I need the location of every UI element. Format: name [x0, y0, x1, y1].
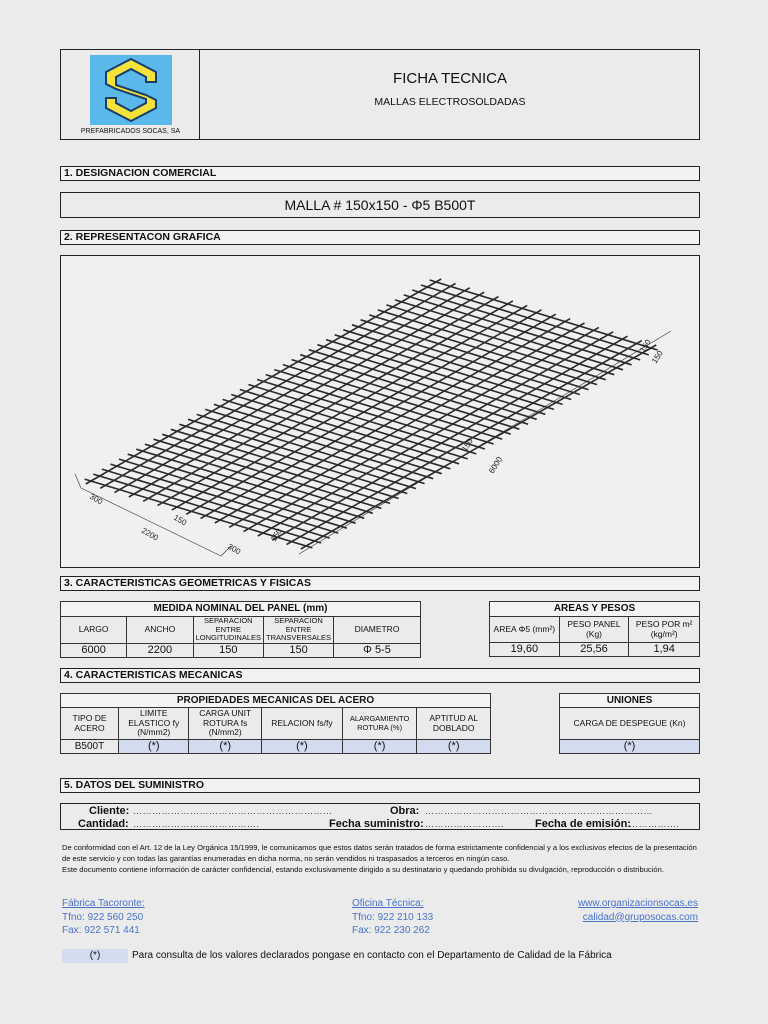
- office-fax: Fax: 922 230 262: [352, 925, 430, 936]
- value-aptitud: (*): [417, 740, 491, 754]
- cantidad-field[interactable]: ………………………………….: [133, 819, 260, 829]
- value-carga: (*): [189, 740, 262, 754]
- legal-notice: [62, 842, 702, 875]
- header-logo-cell: [61, 50, 200, 139]
- obra-field[interactable]: ………………………………………………………………: [425, 806, 653, 816]
- header-relacion: RELACION fs/fy: [261, 708, 342, 740]
- section-1-heading: 1. DESIGNACION COMERCIAL: [60, 166, 700, 181]
- factory-fax: Fax: 922 571 441: [62, 925, 140, 936]
- value-largo: 6000: [61, 643, 127, 657]
- transverse-bar: [361, 320, 589, 390]
- drawing-box: [60, 255, 700, 568]
- cliente-label: Cliente:: [89, 805, 130, 817]
- transverse-bar: [136, 449, 364, 518]
- footnote-marker-text: (*): [89, 950, 101, 961]
- transverse-bar: [257, 380, 485, 450]
- header-ancho: ANCHO: [127, 617, 193, 644]
- dim-edge-c-label: 150: [269, 526, 284, 544]
- geometry-table-title: MEDIDA NOMINAL DEL PANEL (mm): [61, 602, 421, 617]
- transverse-bar: [274, 370, 502, 440]
- header-diametro: DIAMETRO: [334, 617, 421, 644]
- header-peso-m2: PESO POR m² (kg/m²): [629, 617, 700, 643]
- designation-text: MALLA # 150x150 - Φ5 B500T: [284, 197, 476, 213]
- transverse-bar: [171, 429, 399, 498]
- fecha-emision-label: Fecha de emisión:: [535, 818, 631, 830]
- cantidad-label: Cantidad:: [78, 818, 129, 830]
- transverse-bar: [128, 454, 356, 523]
- footnote-text: Para consulta de los valores declarados pongase en contacto con el Departamento de Calidad de la Fábrica: [132, 950, 612, 961]
- fecha-suministro-field[interactable]: …………………….: [425, 819, 505, 829]
- mechanical-table-title: PROPIEDADES MECANICAS DEL ACERO: [61, 694, 491, 708]
- dim-overhang-label: 150: [638, 337, 653, 355]
- office-title: Oficina Técnica:: [352, 898, 424, 909]
- designation-box: [60, 192, 700, 218]
- transverse-bar: [179, 424, 407, 493]
- transverse-bar: [292, 360, 520, 430]
- transverse-bar: [110, 464, 338, 533]
- supply-box: [60, 803, 700, 830]
- value-diametro: Φ 5-5: [334, 643, 421, 657]
- page-title: FICHA TECNICA: [393, 70, 507, 87]
- supply-row-1: [61, 805, 699, 817]
- weights-table-title: AREAS Y PESOS: [490, 602, 700, 617]
- transverse-bar: [395, 300, 623, 370]
- transverse-bar: [145, 444, 373, 513]
- transverse-bar: [102, 469, 330, 538]
- office-phone: Tfno: 922 210 133: [352, 911, 434, 923]
- transverse-bar: [248, 385, 476, 454]
- transverse-bar: [430, 280, 658, 350]
- header-alargamiento: ALARGAMIENTO ROTURA (%): [342, 708, 417, 740]
- transverse-bar: [300, 355, 528, 425]
- transverse-bar: [386, 305, 614, 375]
- fecha-emision-field[interactable]: …………….: [629, 819, 680, 829]
- fecha-suministro-label: Fecha suministro:: [329, 818, 424, 830]
- value-sep-long: 150: [193, 643, 263, 657]
- header-peso-panel: PESO PANEL (Kg): [559, 617, 629, 643]
- value-tipo: B500T: [61, 740, 119, 754]
- header-sep-trans: SEPARACION ENTRE TRANSVERSALES: [264, 617, 334, 644]
- value-peso-panel: 25,56: [559, 643, 629, 657]
- company-name: PREFABRICADOS SOCAS, SA: [80, 128, 181, 135]
- page-subtitle: MALLAS ELECTROSOLDADAS: [374, 96, 526, 108]
- transverse-bar: [283, 365, 511, 435]
- section-4-heading: 4. CARACTERISTICAS MECANICAS: [60, 668, 700, 683]
- transverse-bar: [197, 414, 425, 483]
- website-link[interactable]: www.organizacionsocas.es: [577, 898, 698, 909]
- transverse-bar: [231, 395, 459, 464]
- transverse-bar: [317, 345, 545, 415]
- transverse-bar: [378, 310, 606, 380]
- transverse-bar: [154, 439, 382, 508]
- dim-spacing-trans-label: 150: [172, 512, 189, 528]
- header-box: [60, 49, 700, 140]
- header-area: AREA Φ5 (mm²): [490, 617, 560, 643]
- transverse-bar: [162, 434, 390, 503]
- obra-label: Obra:: [390, 805, 420, 817]
- section-2-heading: 2. REPRESENTACON GRAFICA: [60, 230, 700, 245]
- transverse-bar: [188, 419, 416, 488]
- mesh-drawing: [61, 256, 699, 567]
- header-tipo: TIPO DE ACERO: [61, 708, 119, 740]
- supply-row-2: [61, 818, 699, 830]
- section-3-heading: 3. CARACTERISTICAS GEOMETRICAS Y FISICAS: [60, 576, 700, 591]
- factory-title: Fábrica Tacoronte:: [62, 898, 145, 909]
- transverse-bar: [223, 399, 451, 468]
- transverse-bar: [352, 325, 580, 395]
- dim-spacing-long-label: 150: [460, 436, 475, 454]
- transverse-bar: [214, 404, 442, 473]
- transverse-bar: [412, 290, 640, 360]
- header-sep-long: SEPARACION ENTRE LONGITUDINALES: [193, 617, 263, 644]
- transverse-bar: [404, 295, 632, 365]
- transverse-bar: [119, 459, 347, 528]
- value-alargamiento: (*): [342, 740, 417, 754]
- dim-length-label: 6000: [487, 455, 505, 476]
- geometry-table: [60, 601, 421, 658]
- company-logo: [90, 55, 172, 125]
- weights-table: [489, 601, 700, 657]
- unions-table: [559, 693, 700, 754]
- section-5-heading: 5. DATOS DEL SUMINISTRO: [60, 778, 700, 793]
- header-carga: CARGA UNIT ROTURA fs (N/mm2): [189, 708, 262, 740]
- transverse-bar: [205, 409, 433, 478]
- transverse-bar: [266, 375, 494, 444]
- mechanical-table: [60, 693, 491, 754]
- dimension-line: [75, 474, 81, 488]
- web-contact: [500, 897, 698, 924]
- transverse-bar: [93, 474, 321, 543]
- legal-paragraph-1: De conformidad con el Art. 12 de la Ley Orgánica 15/1999, le comunicamos que estos datos serán tratados de forma estrictamente confidencial y a los exclusivos efectos de la presentación de este servicio y con todas las garantías enumeradas en dicha norma, no serán vendidos ni traspasados a terceros en ningún caso.: [62, 843, 697, 863]
- dim-edge-b-label: 300: [226, 541, 243, 557]
- header-limite: LIMITE ELASTICO fy (N/mm2): [119, 708, 189, 740]
- value-carga-despegue: (*): [560, 740, 700, 754]
- transverse-bar: [309, 350, 537, 420]
- header-largo: LARGO: [61, 617, 127, 644]
- factory-contact: [62, 897, 262, 938]
- transverse-bar: [240, 390, 468, 459]
- transverse-bar: [326, 340, 554, 410]
- header-aptitud: APTITUD AL DOBLADO: [417, 708, 491, 740]
- dim-edge-a-label: 300: [88, 491, 105, 507]
- header-carga-despegue: CARGA DE DESPEGUE (Kn): [560, 708, 700, 740]
- transverse-bar: [335, 335, 563, 405]
- dim-edge-d-label: 150: [650, 348, 665, 366]
- value-peso-m2: 1,94: [629, 643, 700, 657]
- value-area: 19,60: [490, 643, 560, 657]
- transverse-bar: [421, 285, 649, 355]
- transverse-bar: [369, 315, 597, 385]
- legal-paragraph-2: Este documento contiene información de carácter confidencial, estando exclusivamente dirigido a su destinatario y quedando prohibida su divulgación, reproducción o distribución.: [62, 865, 664, 874]
- unions-table-title: UNIONES: [560, 694, 700, 708]
- email-link[interactable]: calidad@gruposocas.com: [582, 911, 698, 923]
- value-sep-trans: 150: [264, 643, 334, 657]
- footnote-marker: [62, 949, 128, 963]
- dim-width-label: 2200: [140, 525, 160, 543]
- value-relacion: (*): [261, 740, 342, 754]
- factory-phone: Tfno: 922 560 250: [62, 911, 144, 923]
- transverse-bar: [343, 330, 571, 400]
- logo-s-icon: [90, 55, 172, 125]
- cliente-field[interactable]: ………………………………………………………: [133, 806, 333, 816]
- value-limite: (*): [119, 740, 189, 754]
- value-ancho: 2200: [127, 643, 193, 657]
